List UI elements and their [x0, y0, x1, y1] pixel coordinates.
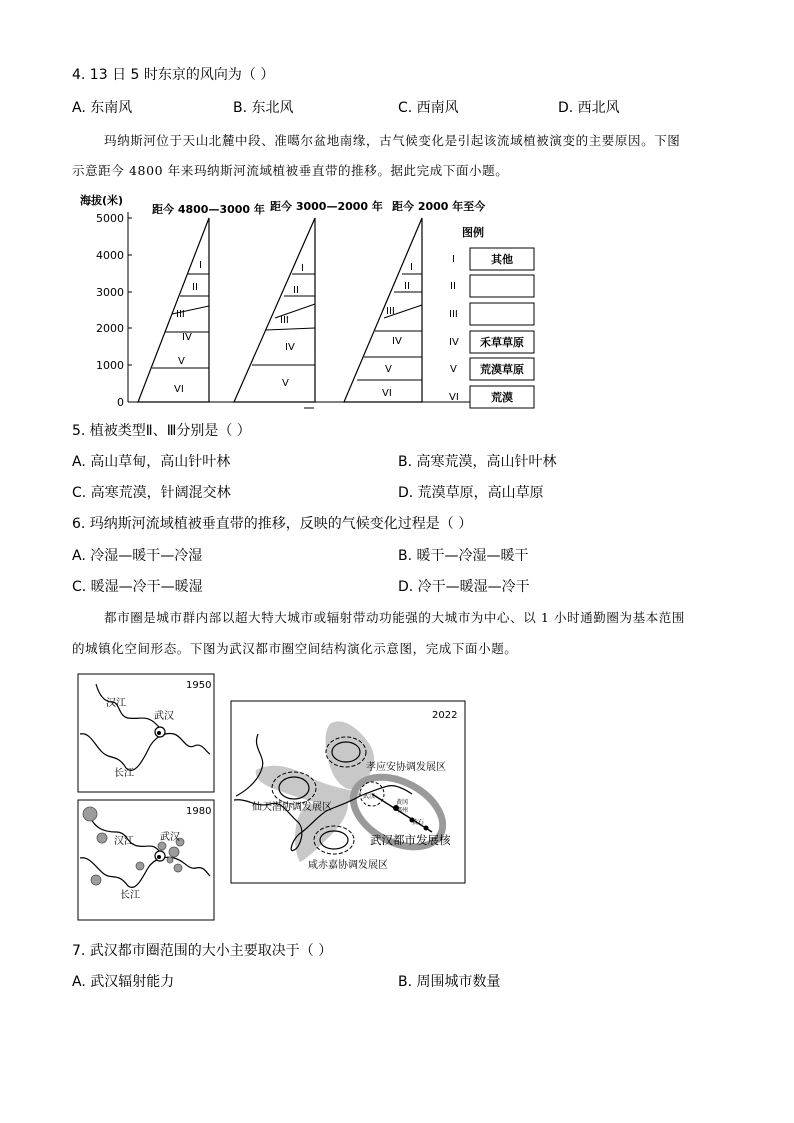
map-label: 长江 [120, 890, 140, 901]
legend-numeral: IV [449, 337, 459, 348]
zone-label: IV [285, 342, 295, 353]
passage-1-line-2: 示意距今 4800 年来玛纳斯河流域植被垂直带的推移。据此完成下面小题。 [72, 163, 509, 178]
legend-label: 荒漠草原 [480, 363, 524, 376]
y-tick-label: 4000 [96, 249, 124, 262]
legend-label: 其他 [491, 253, 513, 266]
question-6-option-c: C. 暖湿—冷干—暖湿 [72, 579, 203, 595]
legend-numeral: II [450, 281, 456, 292]
zone-label: V [178, 356, 185, 367]
zone-label: III [280, 315, 289, 326]
question-4-option-d: D. 西北风 [558, 100, 620, 116]
question-4-option-c: C. 西南风 [398, 100, 459, 116]
map-1950 [78, 674, 214, 792]
panel-2-title: 距今 3000—2000 年 [270, 200, 383, 213]
map-2022-year: 2022 [432, 710, 458, 721]
legend-swatch [470, 275, 534, 297]
y-tick-label: 0 [117, 396, 124, 409]
y-tick-label: 1000 [96, 359, 124, 372]
map-label: 武汉都市发展核 [370, 833, 451, 847]
zone-label: IV [182, 332, 192, 343]
map-1980-year: 1980 [186, 806, 212, 817]
question-5-stem: 5. 植被类型Ⅱ、Ⅲ分别是（ ） [72, 423, 251, 439]
question-5-option-c: C. 高寒荒漠，针阔混交林 [72, 485, 231, 501]
zone-label: V [282, 378, 289, 389]
panel-1-mountain [138, 218, 209, 402]
map-label: 汉江 [114, 836, 134, 847]
zone-label: II [192, 282, 198, 293]
zone-label: V [385, 364, 392, 375]
question-7-stem: 7. 武汉都市圈范围的大小主要取决于（ ） [72, 943, 333, 959]
question-4-stem: 4. 13 日 5 时东京的风向为（ ） [72, 67, 275, 83]
legend-numeral: V [450, 364, 457, 375]
zone-label: I [410, 262, 413, 273]
legend-swatch [470, 303, 534, 325]
map-label: 咸赤嘉协调发展区 [308, 860, 388, 871]
map-label: 武汉 [160, 832, 180, 843]
map-label: 孝应安协调发展区 [366, 762, 446, 773]
zone-label: II [293, 285, 299, 296]
panel-1-title: 距今 4800—3000 年 [152, 203, 265, 216]
passage-1-line-1: 玛纳斯河位于天山北麓中段、准噶尔盆地南缘，古气候变化是引起该流域植被演变的主要原因。下图 [104, 133, 681, 148]
question-5-option-b: B. 高寒荒漠，高山针叶林 [398, 454, 557, 470]
legend-label: 禾草草原 [480, 336, 524, 349]
question-6-option-d: D. 冷干—暖湿—冷干 [398, 579, 530, 595]
passage-2-line-2: 的城镇化空间形态。下图为武汉都市圈空间结构演化示意图，完成下面小题。 [72, 641, 518, 656]
zone-label: II [404, 281, 410, 292]
question-6-option-a: A. 冷湿—暖干—冷湿 [72, 548, 203, 564]
question-4-option-a: A. 东南风 [72, 100, 133, 116]
question-4-option-b: B. 东北风 [233, 100, 294, 116]
question-5-option-a: A. 高山草甸，高山针叶林 [72, 454, 231, 470]
legend-numeral: VI [449, 392, 459, 403]
legend-numeral: III [449, 309, 458, 320]
question-7-option-a: A. 武汉辐射能力 [72, 974, 175, 990]
map-label: 武汉 [363, 793, 376, 800]
zone-label: VI [174, 384, 184, 395]
vegetation-zone-figure [72, 188, 552, 414]
map-label: 黄冈 [396, 799, 409, 806]
wuhan-metro-figure [76, 672, 472, 924]
zone-label: IV [392, 336, 402, 347]
map-1980 [78, 800, 214, 920]
map-label: 仙天潜协调发展区 [252, 802, 332, 813]
map-label: 鄂州 [396, 807, 409, 814]
y-tick-label: 2000 [96, 322, 124, 335]
question-6-stem: 6. 玛纳斯河流域植被垂直带的推移，反映的气候变化过程是（ ） [72, 516, 473, 532]
question-7-option-b: B. 周围城市数量 [398, 974, 501, 990]
zone-label: I [199, 260, 202, 271]
legend-numeral: I [452, 254, 455, 265]
zone-label: VI [382, 388, 392, 399]
y-axis-title: 海拔(米) [80, 194, 124, 207]
question-6-option-b: B. 暖干—冷湿—暖干 [398, 548, 529, 564]
panel-3-mountain [344, 218, 422, 402]
map-label: 武汉 [154, 711, 174, 722]
zone-label: III [176, 309, 185, 320]
map-1950-year: 1950 [186, 680, 212, 691]
question-5-option-d: D. 荒漠草原，高山草原 [398, 485, 544, 501]
panel-2-mountain [234, 218, 315, 402]
map-label: 黄石 [412, 819, 425, 826]
map-label: 汉江 [106, 698, 126, 709]
y-tick-label: 3000 [96, 286, 124, 299]
y-tick-label: 5000 [96, 212, 124, 225]
map-2022 [231, 701, 465, 883]
panel-3-title: 距今 2000 年至今 [392, 200, 486, 213]
passage-2-line-1: 都市圈是城市群内部以超大特大城市或辐射带动功能强的大城市为中心、以 1 小时通勤圈为基本范围 [104, 610, 686, 625]
legend-label: 荒漠 [491, 391, 513, 404]
legend-title: 图例 [462, 226, 484, 239]
map-label: 长江 [114, 768, 134, 779]
zone-label: III [386, 306, 395, 317]
zone-label: I [301, 263, 304, 274]
